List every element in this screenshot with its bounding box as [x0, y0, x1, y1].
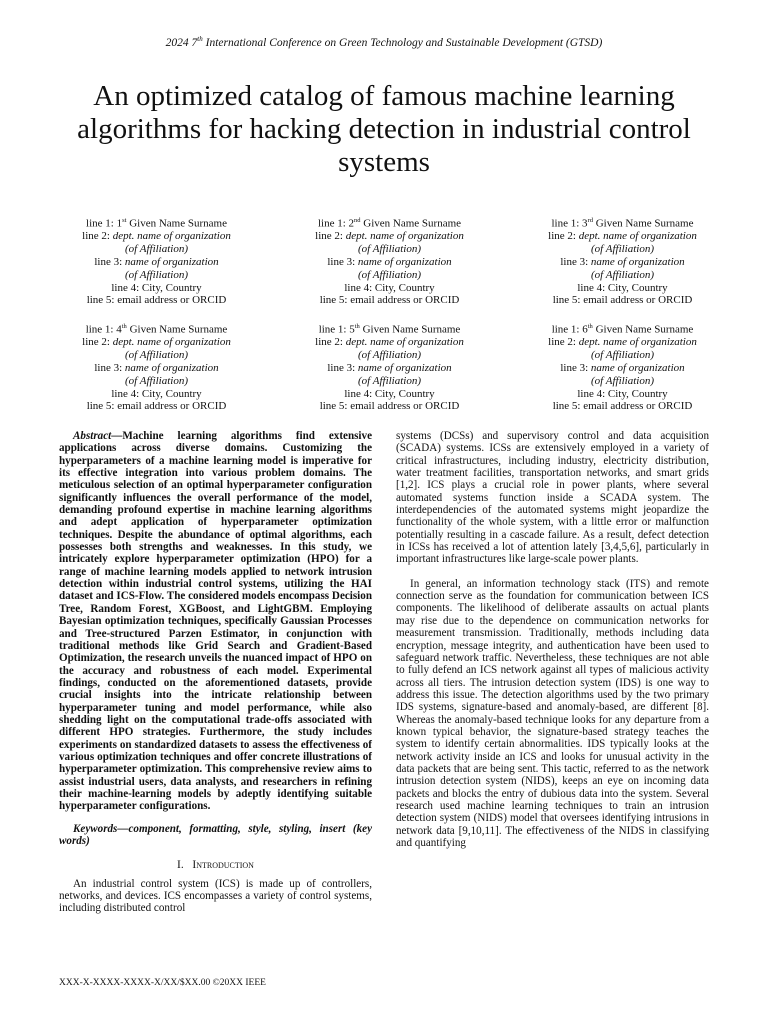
intro-paragraph-2: In general, an information technology stack (ITS) and remote connection serve as the foundation for communication between ICS components. The likelihood of deliberate assaults on actual plants may rise due to the dependence on communication networks for measurement transmission. Traditionally, methods including data encryption, message integrity, and authentication have been used to safeguard network traffic. Nevertheless, these techniques are not able to fully defend an ICS network against all types of malicious activity across all tiers. The intrusion detection system (IDS) is one way to address this issue. The detection algorithms used by the two primary IDS systems, signature-based and anomaly-based, are different [8]. Whereas the anomaly-based technique looks for any departure from a known typical behavior, the signature-based strategy teaches the system to identify certain abnormalities. IDS typically looks at the network activity inside an ICS and looks for unusual activity in the data packets that are being sent. This tactic, referred to as the network intrusion detection system (NIDS), keeps an eye on incoming data packets and blocks the entry of dubious data into the system. Several research used machine learning techniques to train an intrusion detection system (NIDS) model that oversees identifying intrusions in network data [9,10,11]. The effectiveness of the NIDS in classifying and quantifying — [396, 577, 709, 849]
author-block — [273, 321, 506, 413]
author-affiliation: (of Affiliation) — [590, 243, 655, 256]
author-line-1: line 1: 4th Given Name Surname — [85, 323, 228, 336]
conference-header — [0, 35, 768, 49]
section-heading — [59, 859, 372, 871]
author-line-1: line 1: 1st Given Name Surname — [86, 217, 227, 230]
author-line-2: line 2: dept. name of organization — [315, 336, 464, 349]
author-block — [40, 321, 273, 413]
author-block — [506, 215, 739, 307]
author-block — [273, 215, 506, 307]
author-line-5: line 5: email address or ORCID — [86, 294, 227, 307]
abstract-lead: Abstract — [73, 430, 112, 442]
author-line-3: line 3: name of organization — [327, 256, 452, 269]
copyright-footer: XXX-X-XXXX-XXXX-X/XX/$XX.00 ©20XX IEEE — [59, 978, 266, 988]
section-numeral: I. — [177, 859, 184, 872]
keywords-lead: Keywords — [73, 822, 118, 835]
keywords-text: —component, formatting, style, styling, insert (key words) — [59, 822, 372, 847]
author-affiliation: (of Affiliation) — [590, 374, 655, 387]
author-line-4: line 4: City, Country — [577, 281, 668, 294]
conference-prefix: 2024 7 — [165, 36, 198, 49]
author-line-2: line 2: dept. name of organization — [315, 230, 464, 243]
abstract — [59, 430, 372, 813]
intro-paragraph-continued: systems (DCSs) and supervisory control and data acquisition (SCADA) systems. ICSs are extensively employed in a variety of critical infrastructures, including industry, electricity distribution, water treatment facilities, transportation networks, and smart grids [1,2]. ICS plays a crucial role in power plants, where several automated systems function inside a SCADA system. The interdependencies of the automated systems might jeopardize the functionality of the whole system, with a little error or malfunction potentially resulting in a cascade failure. As a result, defect detection in ICSs has received a lot of attention lately [3,4,5,6], particularly in important infrastructures like large-scale power plants. — [396, 430, 709, 566]
author-line-1: line 1: 6th Given Name Surname — [551, 323, 694, 336]
author-line-2: line 2: dept. name of organization — [548, 230, 697, 243]
section-title: Introduction — [192, 859, 254, 872]
conference-suffix: International Conference on Green Technology and Sustainable Development (GTSD) — [202, 36, 603, 49]
conference-sup: th — [197, 35, 203, 43]
author-line-3: line 3: name of organization — [94, 362, 219, 375]
author-line-3: line 3: name of organization — [560, 256, 685, 269]
author-line-1: line 1: 5th Given Name Surname — [318, 323, 461, 336]
author-line-4: line 4: City, Country — [344, 281, 435, 294]
author-affiliation: (of Affiliation) — [357, 349, 422, 362]
author-affiliation: (of Affiliation) — [590, 349, 655, 362]
right-column — [396, 430, 709, 849]
keywords — [59, 823, 372, 848]
author-line-2: line 2: dept. name of organization — [82, 336, 231, 349]
author-line-5: line 5: email address or ORCID — [86, 400, 227, 413]
author-line-1: line 1: 3rd Given Name Surname — [551, 217, 694, 230]
author-line-4: line 4: City, Country — [111, 281, 202, 294]
author-line-4: line 4: City, Country — [577, 387, 668, 400]
author-affiliation: (of Affiliation) — [590, 268, 655, 281]
author-block — [40, 215, 273, 307]
author-affiliation: (of Affiliation) — [124, 349, 189, 362]
author-affiliation: (of Affiliation) — [124, 268, 189, 281]
author-row-1 — [40, 215, 740, 307]
author-line-4: line 4: City, Country — [344, 387, 435, 400]
author-affiliation: (of Affiliation) — [357, 243, 422, 256]
author-line-5: line 5: email address or ORCID — [319, 400, 460, 413]
author-line-5: line 5: email address or ORCID — [552, 294, 693, 307]
author-line-1: line 1: 2nd Given Name Surname — [317, 217, 462, 230]
author-affiliation: (of Affiliation) — [124, 374, 189, 387]
author-row-2 — [40, 321, 740, 413]
paper-title: An optimized catalog of famous machine learning algorithms for hacking detection in industrial control systems — [77, 80, 691, 178]
author-block — [506, 321, 739, 413]
author-line-5: line 5: email address or ORCID — [319, 294, 460, 307]
author-line-3: line 3: name of organization — [327, 362, 452, 375]
author-line-3: line 3: name of organization — [94, 256, 219, 269]
intro-paragraph: An industrial control system (ICS) is made up of controllers, networks, and devices. ICS encompasses a variety of control systems, including distributed control — [59, 877, 372, 915]
author-line-5: line 5: email address or ORCID — [552, 400, 693, 413]
author-line-2: line 2: dept. name of organization — [548, 336, 697, 349]
abstract-text: —Machine learning algorithms find extensive applications across diverse domains. Customizing the hyperparameters of a machine learning model is imperative for its effective integration into various problem domains. The meticulous selection of an optimal hyperparameter configuration significantly influences the overall performance of the model, demanding profound expertise in machine learning algorithms and adept application of hyperparameter optimization techniques. Despite the abundance of optimal algorithms, each possesses both strengths and weaknesses. In this study, we intricately explore hyperparameter optimization (HPO) for a range of machine learning models applied to network intrusion detection within industrial control systems, utilizing the HAI dataset and ICS-Flow. The considered models encompass Decision Tree, Random Forest, XGBoost, and LightGBM. Employing Bayesian optimization techniques, specifically Gaussian Processes and Tree-structured Parzen Estimator, in conjunction with traditional methods like Grid Search and Gradient-Based Optimization, the research unveils the nuanced impact of HPO on the accuracy and robustness of each model. Experimental findings, conducted on the aforementioned datasets, provide crucial insights into the intricate relationship between hyperparameter tuning and model performance, while also shedding light on the computational trade-offs associated with different HPO strategies. Furthermore, the study includes experiments on standardized datasets to assess the effectiveness of various optimization techniques and offer concrete illustrations of hyperparameter optimization. This comprehensive review aims to assist industrial users, data analysts, and researchers in refining their machine-learning models by adeptly identifying suitable hyperparameter configurations. — [59, 430, 372, 813]
author-affiliation: (of Affiliation) — [357, 268, 422, 281]
author-line-4: line 4: City, Country — [111, 387, 202, 400]
author-affiliation: (of Affiliation) — [357, 374, 422, 387]
author-line-2: line 2: dept. name of organization — [82, 230, 231, 243]
left-column — [59, 430, 372, 915]
author-affiliation: (of Affiliation) — [124, 243, 189, 256]
author-line-3: line 3: name of organization — [560, 362, 685, 375]
